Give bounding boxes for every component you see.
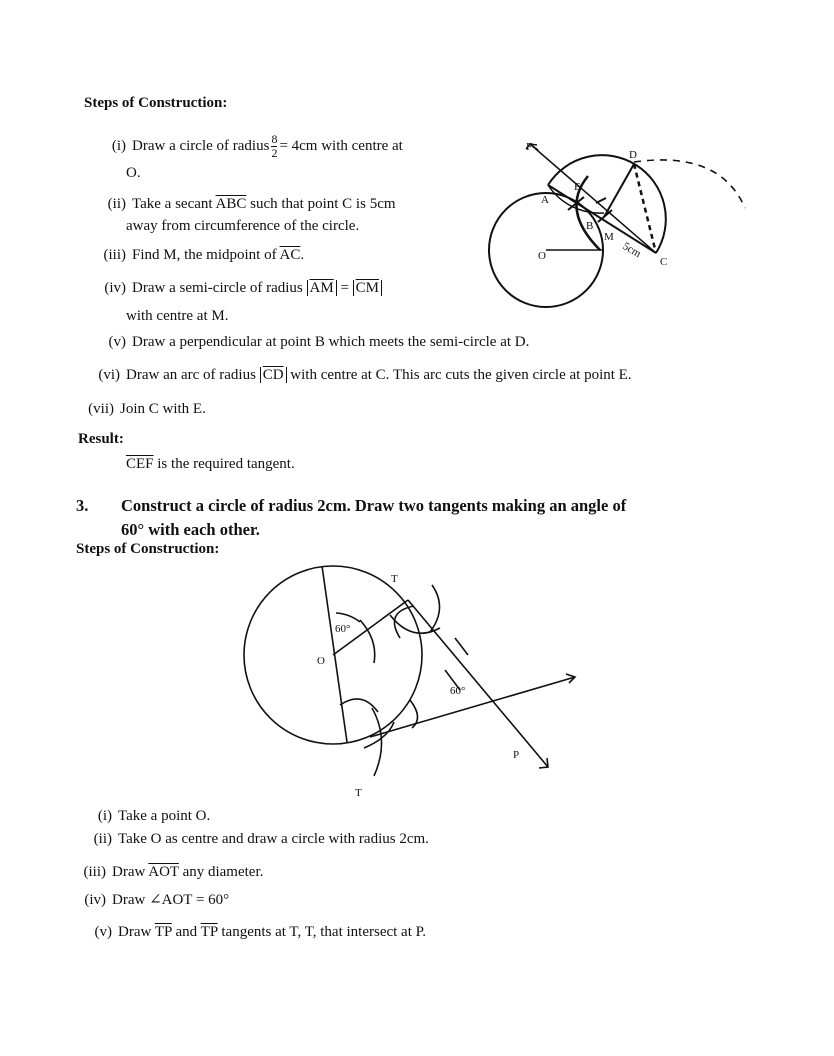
segment-label: $\overline{AOT}$ [148,864,179,880]
label-E: E [574,181,581,193]
step-text: Draw a circle of radius [132,137,270,154]
result-text: is the required tangent. [157,456,295,472]
label-length: 5cm [620,240,643,261]
q3-step-2 [74,832,429,847]
segment-label: $\overline{CM}$ [355,280,379,296]
fraction-numerator: 8 [271,132,278,146]
q3-step-5 [74,925,426,940]
step-number: (iii) [103,247,126,263]
question-text-line1: Construct a circle of radius 2cm. Draw two tangents making an angle of [121,496,627,515]
question-text-line2: 60° with each other. [121,520,260,539]
angle-label-p: 60° [450,685,466,697]
step-text: such that point C is 5cm [250,196,396,212]
angle-label-centre: 60° [335,623,351,635]
step-2-continuation: away from circumference of the circle. [126,218,360,234]
step-number: (iv) [84,892,106,908]
question-number: 3. [76,496,89,515]
step-text: Draw [118,924,152,940]
label-M: M [604,231,614,243]
step-number: (ii) [93,831,112,847]
label-F: F [526,141,533,153]
step-text: tangents at T, T, that intersect at P. [221,924,427,940]
step-text: Draw a semi-circle of radius [132,280,303,296]
label-O-center: O [317,655,325,667]
segment-label: $\overline{AC}$ [279,247,301,263]
step-text: Take a point O. [118,808,211,824]
label-B: B [586,220,594,232]
step-number: (iv) [104,280,126,296]
label-D: D [629,149,637,161]
step-text: Draw a perpendicular at point B which meets the semi-circle at D. [132,334,530,350]
fraction-denominator: 2 [271,146,278,160]
step-text: Take a secant [132,196,213,212]
step-number: (i) [111,137,126,154]
step-text: Join C with E. [120,401,206,417]
result-heading: Result: [78,431,124,447]
steps-heading-2: Steps of Construction: [76,541,220,557]
label-A: A [541,194,549,206]
step-text: = 4cm with centre at [279,137,403,154]
steps-heading-1: Steps of Construction: [84,95,228,111]
step-number: (vii) [88,401,114,417]
label-T-top: T [391,573,398,585]
q3-step-1 [74,809,210,824]
step-text: Draw [112,864,146,880]
step-text: with centre at C. This arc cuts the given circle at point E. [290,367,632,383]
segment-label: $\overline{AM}$ [309,280,334,296]
step-text: Take O as centre and draw a circle with radius 2cm. [118,831,429,847]
step-number: (v) [94,924,112,940]
label-P: P [513,749,520,761]
segment-label: $\overline{TP}$ [200,924,218,940]
step-number: (ii) [107,196,126,212]
label-C: C [660,256,668,268]
step-text: Find M, the midpoint of [132,247,277,263]
step-text: and [175,924,198,940]
step-1-continuation: O. [126,165,141,181]
segment-label: $\overline{TP}$ [154,924,172,940]
step-number: (iii) [83,864,106,880]
step-text: Draw ∠AOT = 60° [112,892,230,908]
equals-sign: = [340,280,349,296]
q3-step-4 [68,893,229,908]
step-number: (i) [97,808,112,824]
label-T-bottom: T [355,787,362,799]
step-number: (v) [108,334,126,350]
segment-label: $\overline{CD}$ [262,367,284,383]
q3-step-3 [68,865,263,880]
step-text: any diameter. [182,864,264,880]
step-4-continuation: with centre at M. [126,308,229,324]
step-text: Draw an arc of radius [126,367,256,383]
label-O: O [538,250,546,262]
step-number: (vi) [98,367,120,383]
segment-label: $\overline{ABC}$ [215,196,247,212]
segment-label: $\overline{CEF}$ [126,456,154,472]
step-text: . [300,247,305,263]
